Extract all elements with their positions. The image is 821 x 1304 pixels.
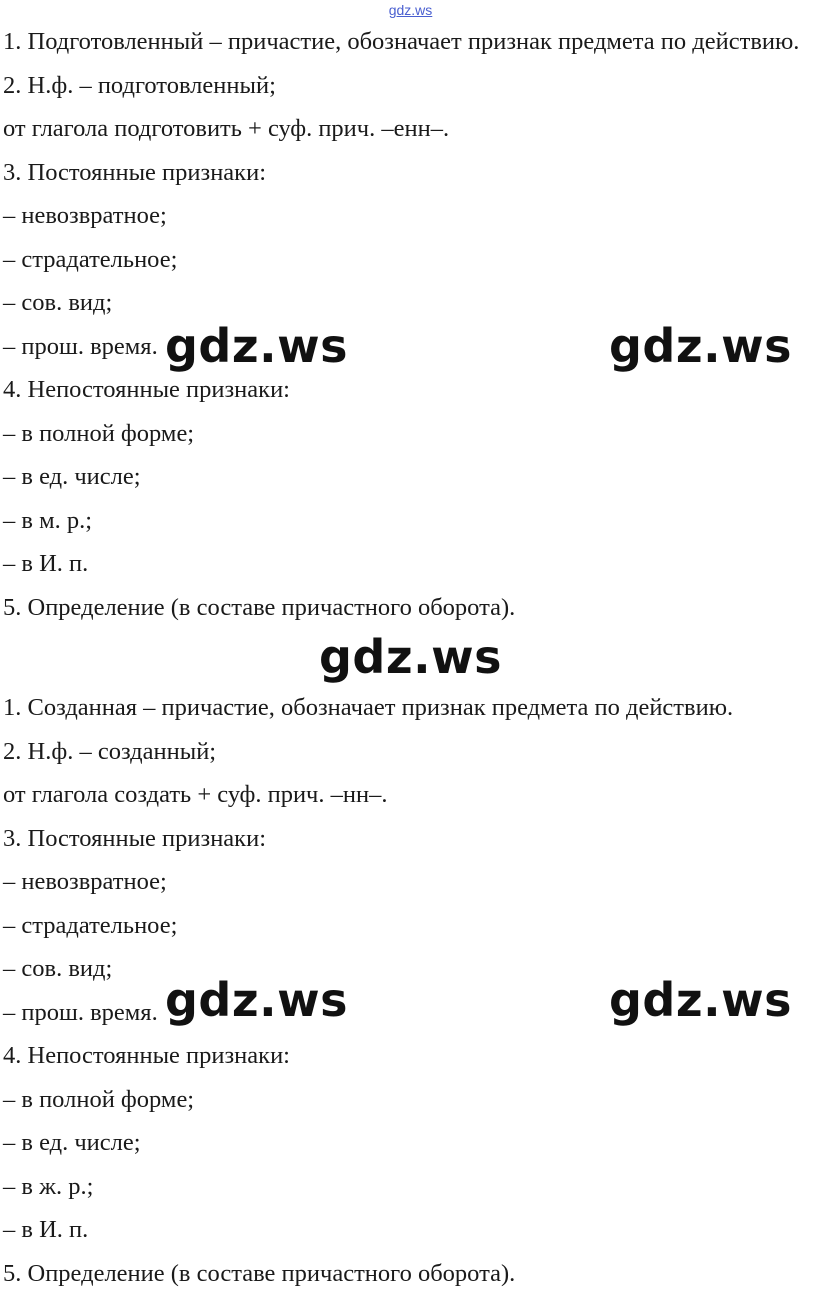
block2-line-7: – сов. вид; bbox=[3, 955, 113, 982]
top-link[interactable]: gdz.ws bbox=[388, 2, 433, 18]
block2-line-5: – невозвратное; bbox=[3, 868, 167, 895]
watermark-upper-right: gdz.ws bbox=[609, 319, 792, 373]
block1-line-14: 5. Определение (в составе причастного оборота). bbox=[3, 593, 516, 621]
block1-line-7: – сов. вид; bbox=[3, 289, 113, 316]
block2-line-10: – в полной форме; bbox=[3, 1085, 195, 1113]
block1-line-13: – в И. п. bbox=[3, 550, 89, 577]
block1-line-1: 1. Подготовленный – причастие, обозначает признак предмета по действию. bbox=[3, 28, 800, 55]
block2-line-6: – страдательное; bbox=[3, 911, 178, 939]
block2-line-11: – в ед. числе; bbox=[3, 1129, 141, 1156]
block2-line-1: 1. Созданная – причастие, обозначает признак предмета по действию. bbox=[3, 694, 734, 721]
watermark-upper-left: gdz.ws bbox=[165, 319, 348, 373]
block1-line-8: – прош. время. bbox=[3, 332, 158, 360]
watermark-lower-right: gdz.ws bbox=[609, 973, 792, 1027]
block2-line-8: – прош. время. bbox=[3, 998, 158, 1026]
block1-line-2: 2. Н.ф. – подготовленный; bbox=[3, 71, 276, 99]
block2-line-4: 3. Постоянные признаки: bbox=[3, 824, 267, 852]
block1-line-4: 3. Постоянные признаки: bbox=[3, 158, 267, 186]
block1-line-5: – невозвратное; bbox=[3, 202, 167, 229]
block1-line-9: 4. Непостоянные признаки: bbox=[3, 376, 290, 403]
block2-line-14: 5. Определение (в составе причастного оборота). bbox=[3, 1259, 516, 1287]
block1-line-3: от глагола подготовить + суф. прич. –енн–. bbox=[3, 115, 450, 142]
block1-line-12: – в м. р.; bbox=[3, 506, 93, 534]
block2-line-12: – в ж. р.; bbox=[3, 1172, 94, 1200]
block1-line-10: – в полной форме; bbox=[3, 419, 195, 447]
block1-line-11: – в ед. числе; bbox=[3, 463, 141, 490]
block1-line-6: – страдательное; bbox=[3, 245, 178, 273]
block2-line-2: 2. Н.ф. – созданный; bbox=[3, 737, 217, 765]
block2-line-9: 4. Непостоянные признаки: bbox=[3, 1042, 290, 1069]
block2-line-13: – в И. п. bbox=[3, 1216, 89, 1243]
document-content bbox=[3, 20, 818, 1295]
watermark-center: gdz.ws bbox=[319, 630, 502, 684]
watermark-lower-left: gdz.ws bbox=[165, 973, 348, 1027]
block2-line-3: от глагола создать + суф. прич. –нн–. bbox=[3, 781, 388, 808]
